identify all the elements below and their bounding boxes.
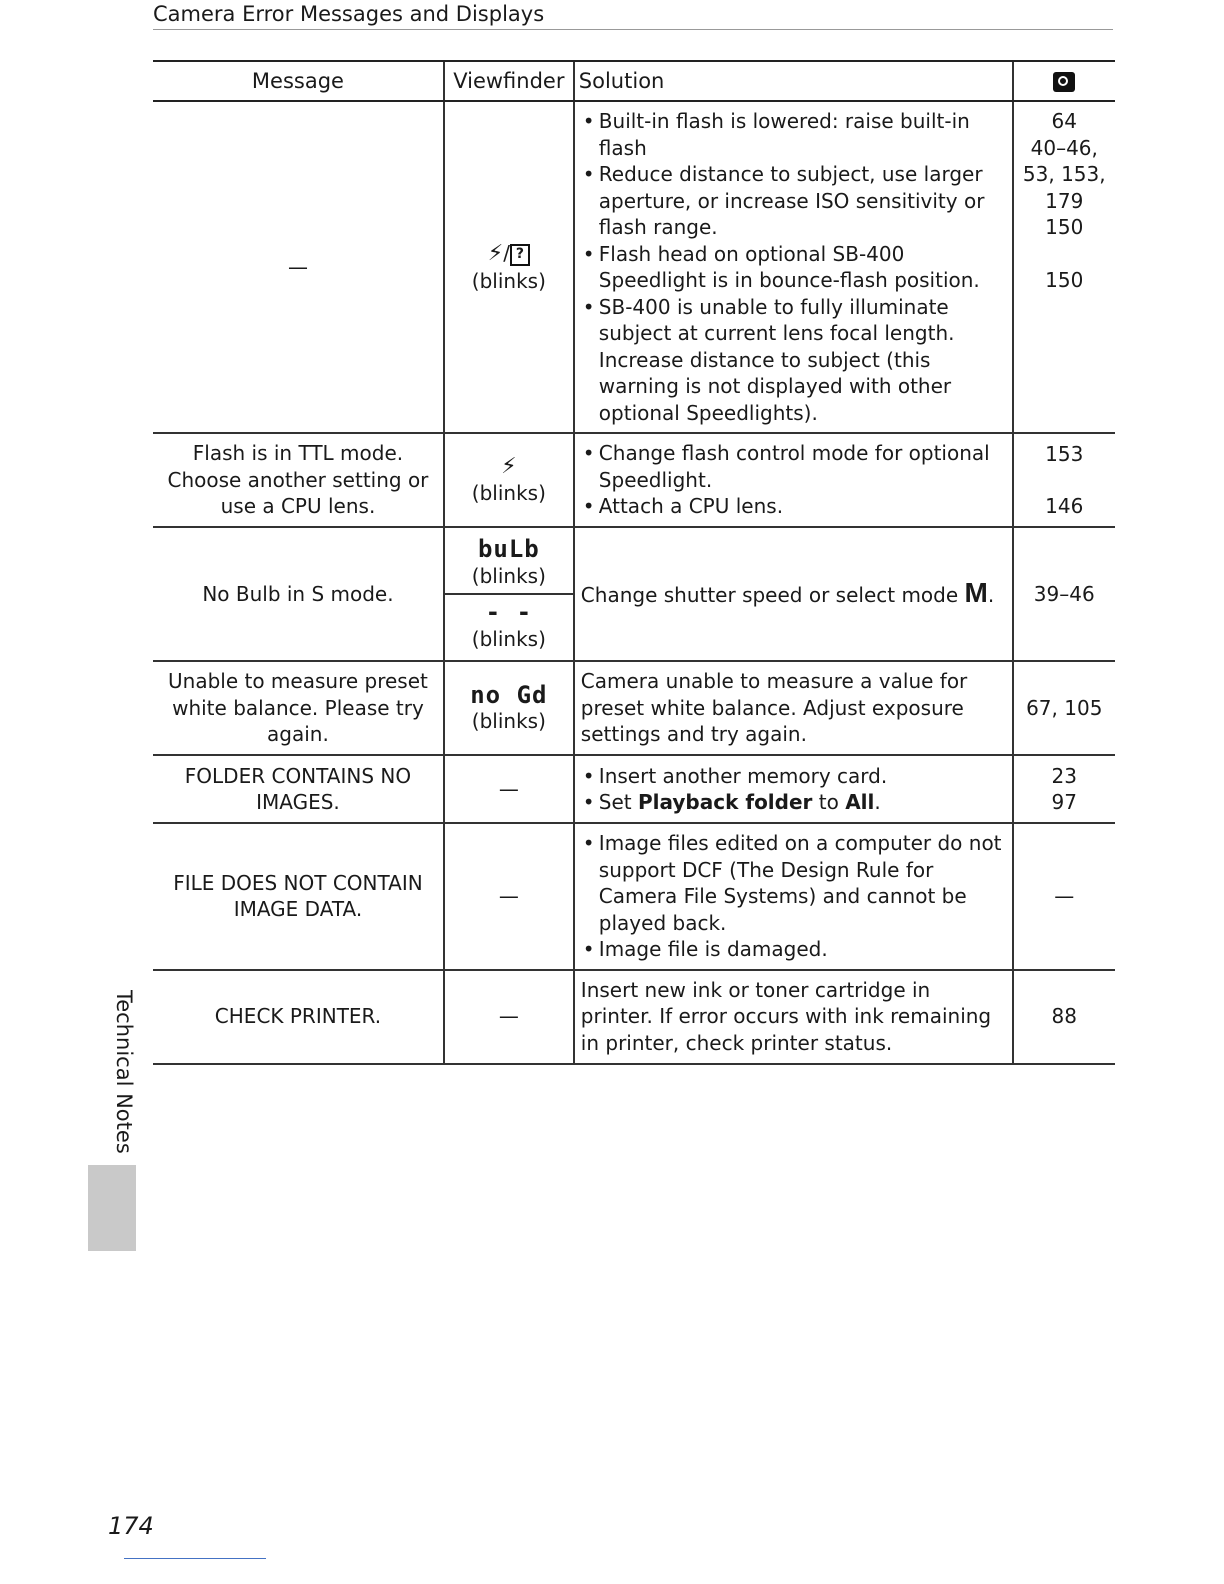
footer-rule	[124, 1558, 266, 1559]
solution-cell	[574, 101, 1013, 433]
blinks-label: (blinks)	[471, 709, 546, 733]
question-mark-icon: ?	[510, 244, 530, 266]
solution-item: • Image file is damaged.	[581, 936, 1006, 963]
blinks-label: (blinks)	[471, 626, 546, 651]
solution-cell	[574, 755, 1013, 823]
message-cell: CHECK PRINTER.	[153, 970, 444, 1064]
message-cell: Flash is in TTL mode. Choose another setting or use a CPU lens.	[153, 433, 444, 527]
viewfinder-cell	[444, 661, 574, 755]
viewfinder-cell: —	[444, 823, 574, 970]
table-row	[153, 101, 1115, 433]
section-tab-marker	[88, 1165, 136, 1251]
column-header-message: Message	[153, 61, 444, 101]
table-row	[153, 823, 1115, 970]
section-tab-label: Technical Notes	[112, 990, 136, 1154]
solution-item: • Change flash control mode for optional Speedlight.	[581, 440, 1006, 493]
message-cell: —	[153, 101, 444, 433]
blinks-label: (blinks)	[471, 481, 546, 505]
solution-cell	[574, 823, 1013, 970]
page-ref: 23	[1051, 763, 1077, 788]
solution-item: • Attach a CPU lens.	[581, 493, 1006, 520]
error-messages-table	[153, 60, 1115, 1065]
solution-text: to	[812, 790, 846, 814]
page-ref-cell: 39–46	[1013, 527, 1115, 661]
section-side-tab	[100, 990, 136, 1160]
solution-item: • SB-400 is unable to fully illuminate subject at current lens focal length. Increase distance to subject (this warning is not displayed with other optional Speedlights).	[581, 294, 1006, 427]
blinks-label: (blinks)	[471, 563, 546, 588]
page-ref-cell: 67, 105	[1013, 661, 1115, 755]
page-ref: 146	[1045, 494, 1084, 518]
table-row	[153, 661, 1115, 755]
message-cell: FOLDER CONTAINS NO IMAGES.	[153, 755, 444, 823]
solution-text: Change shutter speed or select mode	[580, 582, 959, 607]
page-ref-cell	[1013, 101, 1115, 433]
blinks-label: (blinks)	[471, 268, 546, 293]
page-ref: 150	[1045, 215, 1084, 239]
page-number: 174	[108, 1512, 154, 1540]
viewfinder-cell	[444, 433, 574, 527]
page-ref: 179	[1045, 188, 1084, 213]
solution-item: • Flash head on optional SB-400 Speedlight is in bounce-flash position.	[581, 241, 1006, 294]
flash-icon: ⚡	[501, 453, 517, 479]
page-ref-cell	[1013, 755, 1115, 823]
page-ref: 150	[1045, 267, 1084, 292]
solution-item: • Reduce distance to subject, use larger aperture, or increase ISO sensitivity or flash range.	[581, 161, 1006, 241]
message-cell: Unable to measure preset white balance. Please try again.	[153, 661, 444, 755]
table-row	[153, 970, 1115, 1064]
solution-item: • Built-in flash is lowered: raise built-in flash	[581, 108, 1006, 161]
page-ref: 97	[1051, 790, 1077, 814]
solution-cell	[574, 433, 1013, 527]
page-ref: 53, 153,	[1022, 162, 1106, 186]
flash-question-indicator: ⚡/ ?	[451, 240, 567, 268]
table-header-row	[153, 61, 1115, 101]
column-header-page-ref	[1013, 61, 1115, 101]
solution-item: • Insert another memory card.	[581, 763, 1006, 790]
flash-icon: ⚡	[487, 241, 504, 266]
solution-period: .	[874, 790, 881, 814]
solution-cell	[574, 527, 1013, 661]
table-row	[153, 755, 1115, 823]
table-row	[153, 433, 1115, 527]
page-ref: 153	[1045, 441, 1084, 466]
column-header-viewfinder: Viewfinder	[444, 61, 574, 101]
solution-cell: Insert new ink or toner cartridge in printer. If error occurs with ink remaining in printer, check printer status.	[574, 970, 1013, 1064]
solution-period: .	[987, 582, 995, 607]
message-cell: FILE DOES NOT CONTAIN IMAGE DATA.	[153, 823, 444, 970]
solution-text: Set	[598, 790, 638, 814]
column-header-solution: Solution	[574, 61, 1013, 101]
lcd-no-gd-display: no Gd	[470, 680, 548, 709]
solution-item: • Image files edited on a computer do not support DCF (The Design Rule for Camera File Systems) and cannot be played back.	[581, 830, 1006, 936]
page-ref-cell	[1013, 433, 1115, 527]
viewfinder-cell	[444, 101, 574, 433]
table-row	[153, 527, 1115, 661]
viewfinder-cell: —	[444, 755, 574, 823]
option-all: All	[845, 790, 875, 814]
message-cell: No Bulb in S mode.	[153, 527, 444, 661]
lcd-bulb-display: buLb	[477, 535, 540, 563]
page-ref-cell: —	[1013, 823, 1115, 970]
viewfinder-cell: —	[444, 970, 574, 1064]
solution-item	[581, 789, 1006, 816]
lcd-dash-display: - -	[485, 598, 533, 626]
page-reference-icon	[1053, 72, 1075, 92]
page-title: Camera Error Messages and Displays	[153, 2, 1113, 30]
page-ref: 64	[1051, 109, 1077, 133]
solution-cell: Camera unable to measure a value for preset white balance. Adjust exposure settings and try again.	[574, 661, 1013, 755]
page-ref: 40–46,	[1030, 135, 1098, 160]
viewfinder-cell	[444, 527, 574, 661]
page-ref-cell: 88	[1013, 970, 1115, 1064]
mode-m-glyph: M	[964, 576, 988, 608]
menu-item-playback-folder: Playback folder	[638, 790, 813, 814]
